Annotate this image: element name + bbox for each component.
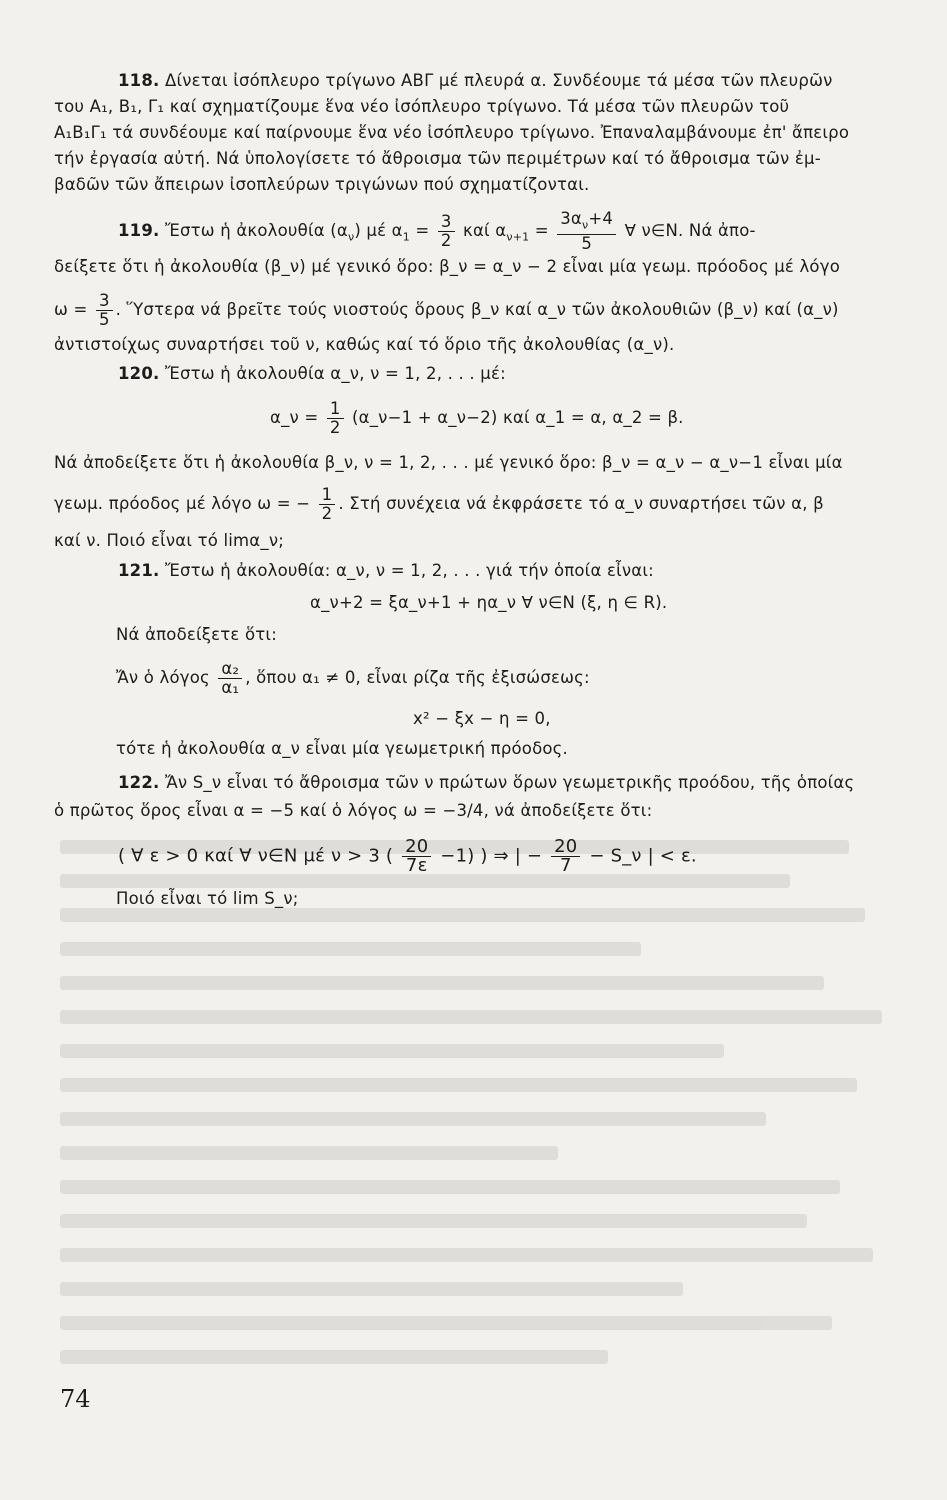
exercise-number: 119. — [118, 221, 160, 241]
fraction: $\frac{3}{2}$ — [438, 213, 455, 250]
exercise-text: , ὅπου α₁ ≠ 0, εἶναι ρίζα τῆς ἐξισώσεως: — [245, 668, 590, 687]
exercise-text: Δίνεται ἰσόπλευρο τρίγωνο ΑΒΓ μέ πλευρά α. Συνδέουμε τά μέσα τῶν πλευρῶν — [164, 71, 833, 90]
fraction: $\frac{1}{2}$ — [327, 400, 344, 437]
exercise-text: Ποιό εἶναι τό lim S_ν; — [116, 889, 299, 908]
page-number: 74 — [60, 1385, 91, 1413]
equation: x² − ξx − η = 0, — [413, 709, 551, 728]
fraction: $\frac{3\alpha_\nu+4}{5}$ — [557, 210, 616, 253]
exercise-text: Ἄν ὁ λόγος — [116, 668, 216, 687]
exercise-text: . Στή συνέχεια νά ἐκφράσετε τό α_ν συναρτήσει τῶν α, β — [338, 494, 824, 513]
fraction: $\frac{\text{α₂}}{\text{α₁}}$ — [218, 660, 242, 697]
exercise-text: γεωμ. πρόοδος μέ λόγο ω = − — [54, 494, 316, 513]
exercise-text: Νά ἀποδείξετε ὅτι: — [116, 625, 277, 644]
exercise-text: Ἔστω ἡ ἀκολουθία: α_ν, ν = 1, 2, . . . γιά τήν ὁποία εἶναι: — [164, 561, 654, 580]
fraction: $\frac{20}{7\varepsilon}$ — [402, 838, 431, 875]
exercise-text: ) μέ α — [354, 221, 403, 241]
exercise-number: 120. — [118, 364, 160, 383]
fraction: $\frac{3}{5}$ — [96, 292, 113, 329]
condition-formula: ( ∀ ε > 0 καί ∀ ν∈N μέ ν > 3 ( $\frac{20}{7\varepsilon}$ −1) ) ⇒ | − $\frac{20}{7}$ − S_ν | < ε. — [118, 836, 697, 876]
exercise-text: βαδῶν τῶν ἄπειρων ἰσοπλεύρων τριγώνων πού σχηματίζονται. — [54, 175, 590, 194]
exercise-text: Ἄν S_ν εἶναι τό ἄθροισμα τῶν ν πρώτων ὅρων γεωμετρικῆς προόδου, τῆς ὁποίας — [164, 773, 855, 792]
exercise-text: = — [529, 221, 555, 241]
exercise-text: καί α — [463, 221, 507, 241]
bleed-through-text — [60, 840, 890, 1440]
exercise-text: ἀντιστοίχως συναρτήσει τοῦ ν, καθώς καί τό ὅριο τῆς ἀκολουθίας (α_ν). — [54, 335, 675, 354]
exercise-text: τήν ἐργασία αὐτή. Νά ὑπολογίσετε τό ἄθροισμα τῶν περιμέτρων καί τό ἄθροισμα τῶν ἐμ- — [54, 149, 821, 168]
exercise-text: = — [409, 221, 435, 241]
equation: α_ν = $\frac{1}{2}$ (α_ν−1 + α_ν−2) καί α_1 = α, α_2 = β. — [270, 399, 684, 437]
exercise-text: . Ὕστερα νά βρεῖτε τούς νιοστούς ὅρους β_ν καί α_ν τῶν ἀκολουθιῶν (β_ν) καί (α_ν) — [115, 300, 839, 319]
exercise-text: τότε ἡ ἀκολουθία α_ν εἶναι μία γεωμετρική πρόοδος. — [116, 739, 568, 758]
exercise-text: Ἔστω ἡ ἀκολουθία α_ν, ν = 1, 2, . . . μέ: — [164, 364, 506, 383]
exercise-text: του Α₁, Β₁, Γ₁ καί σχηματίζουμε ἕνα νέο ἰσόπλευρο τρίγωνο. Τά μέσα τῶν πλευρῶν τοῦ — [54, 97, 790, 116]
fraction: $\frac{20}{7}$ — [551, 838, 580, 875]
exercise-text: Νά ἀποδείξετε ὅτι ἡ ἀκολουθία β_ν, ν = 1, 2, . . . μέ γενικό ὅρο: β_ν = α_ν − α_ν−1 εἶναι μία — [54, 453, 843, 472]
exercise-text: καί ν. Ποιό εἶναι τό limα_ν; — [54, 531, 285, 550]
exercise-text: ὁ πρῶτος ὅρος εἶναι α = −5 καί ὁ λόγος ω = −3/4, νά ἀποδείξετε ὅτι: — [54, 801, 653, 820]
exercise-text: Ἔστω ἡ ἀκολουθία (α — [164, 221, 348, 241]
equation: α_ν+2 = ξα_ν+1 + ηα_ν ∀ ν∈N (ξ, η ∈ R). — [310, 593, 668, 612]
exercise-text: Α₁Β₁Γ₁ τά συνδέουμε καί παίρνουμε ἕνα νέο ἰσόπλευρο τρίγωνο. Ἐπαναλαμβάνουμε ἐπ' ἄπειρο — [54, 123, 850, 142]
exercise-number: 118. — [118, 71, 160, 90]
exercise-text: δείξετε ὅτι ἡ ἀκολουθία (β_ν) μέ γενικό ὅρο: β_ν = α_ν − 2 εἶναι μία γεωμ. πρόοδος μέ λόγο — [54, 257, 840, 276]
fraction: $\frac{1}{2}$ — [319, 486, 336, 523]
exercise-number: 122. — [118, 773, 160, 792]
exercise-text: ∀ ν∈N. Νά ἀπο- — [624, 221, 756, 241]
textbook-page: 118. Δίνεται ἰσόπλευρο τρίγωνο ΑΒΓ μέ πλευρά α. Συνδέουμε τά μέσα τῶν πλευρῶν του Α₁, Β₁, Γ₁ καί σχηματίζουμε ἕνα νέο ἰσόπλευρο τρίγωνο. Τά μέσα τῶν πλευρῶν τοῦ Α₁Β₁Γ₁ τά συνδέουμε καί παίρνουμε ἕνα νέο ἰσόπλευρο τρίγωνο. Ἐπαναλαμβάνουμε ἐπ' ἄπειρο τήν ἐργασία αὐτή. Νά ὑπολογίσετε τό ἄθροισμα τῶν περιμέτρων καί τό ἄθροισμα τῶν ἐμ- βαδῶν τῶν ἄπειρων ἰσοπλεύρων τριγώνων πού σχηματίζονται. 119. Ἔστω ἡ ἀκολουθία $(\alpha_\nu)$ μέ $\alpha_1$ = $\frac{3}{2}$ καί $\alpha_{\nu+1}$ = $\frac{3\alpha_\nu+4}{5}$ ∀ ν∈N. Νά ἀπο- δείξετε ὅτι ἡ ἀκολουθία (β_ν) μέ γενικό ὅρο: β_ν = α_ν − 2 εἶναι μία γεωμ. πρόοδος μέ λόγο ω = $\frac{3}{5}$ . Ὕστερα νά βρεῖτε τούς νιοστούς ὅρους β_ν καί α_ν τῶν ἀκολουθιῶν (β_ν) καί (α_ν) ἀντιστοίχως συναρτήσει τοῦ ν, καθώς καί τό ὅριο τῆς ἀκολουθίας (α_ν). 120. Ἔστω ἡ ἀκολουθία α_ν, ν = 1, 2, . . . μέ: α_ν = $\frac{1}{2}$ (α_ν−1 + α_ν−2) καί α_1 = α, α_2 = β. Νά ἀποδείξετε ὅτι ἡ ἀκολουθία β_ν, ν = 1, 2, . . . μέ γενικό ὅρο: β_ν = α_ν − α_ν−1 εἶναι μία γεωμ. πρόοδος μέ λόγο ω = − $\frac{1}{2}$ . Στή συνέχεια νά ἐκφράσετε τό α_ν συναρτήσει τῶν α, β καί ν. Ποιό εἶναι τό limα_ν; 121. Ἔστω ἡ ἀκολουθία: α_ν, ν = 1, 2, . . . γιά τήν ὁποία εἶναι: α_ν+2 = ξα_ν+1 + ηα_ν ∀ ν∈N (ξ, η ∈ R). Νά ἀποδείξετε ὅτι: Ἄν ὁ λόγος $\frac{\text{α₂}}{\text{α₁}}$ , ὅπου α₁ ≠ 0, εἶναι ρίζα τῆς ἐξισώσεως: x² − ξx − η = 0, τότε ἡ ἀκολουθία α_ν εἶναι μία γεωμετρική πρόοδος. 122. Ἄν S_ν εἶναι τό ἄθροισμα τῶν ν πρώτων ὅρων γεωμετρικῆς προόδου, τῆς ὁποίας ὁ πρῶτος ὅρος εἶναι α = −5 καί ὁ λόγος ω = −3/4, νά ἀποδείξετε ὅτι: ( ∀ ε > 0 καί ∀ ν∈N μέ ν > 3 ( $\frac{20}{7\varepsilon}$ −1) ) ⇒ | − $\frac{20}{7}$ − S_ν | < ε. Ποιό εἶναι τό lim S_ν; 74 — [0, 0, 947, 1500]
exercise-number: 121. — [118, 561, 160, 580]
exercise-text: ω = — [54, 300, 93, 319]
